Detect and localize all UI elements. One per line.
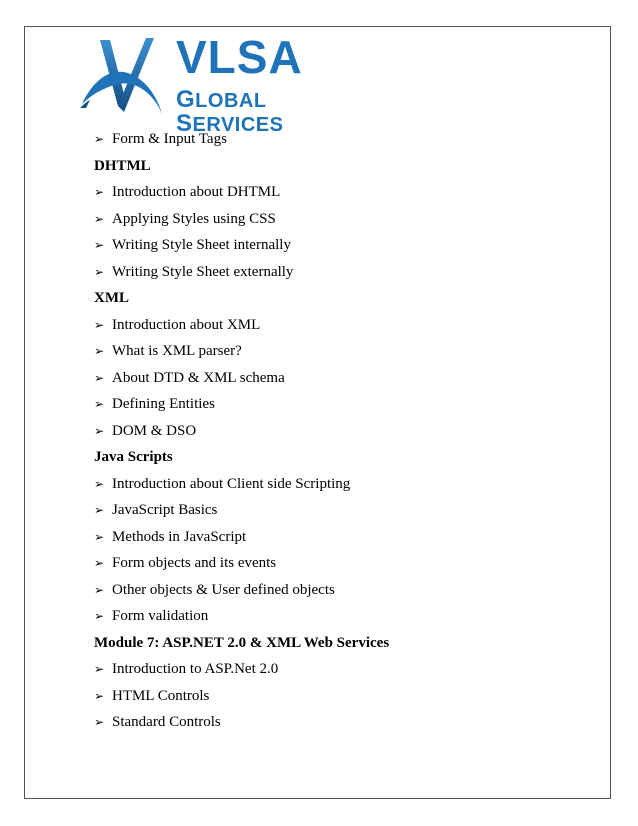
arrow-bullet-icon: ➢ bbox=[94, 185, 105, 199]
line-text: Module 7: ASP.NET 2.0 & XML Web Services bbox=[94, 634, 390, 651]
arrow-bullet-icon: ➢ bbox=[94, 609, 105, 623]
list-item bbox=[94, 471, 594, 498]
arrow-bullet-icon: ➢ bbox=[94, 317, 105, 332]
line-text: Form objects and its events bbox=[112, 555, 277, 571]
list-item bbox=[94, 524, 594, 551]
list-item bbox=[94, 577, 594, 604]
line-text: Methods in JavaScript bbox=[112, 528, 247, 545]
line-text: Standard Controls bbox=[112, 714, 221, 730]
list-item bbox=[94, 312, 594, 339]
course-outline bbox=[94, 126, 594, 736]
arrow-bullet-icon: ➢ bbox=[94, 397, 105, 411]
section-heading bbox=[94, 444, 594, 471]
vlsa-swoosh-logo-icon bbox=[78, 34, 178, 120]
arrow-bullet-icon: ➢ bbox=[94, 370, 105, 385]
company-logo bbox=[78, 31, 348, 137]
section-heading bbox=[94, 285, 594, 312]
line-text: Writing Style Sheet externally bbox=[112, 263, 294, 280]
list-item bbox=[94, 683, 594, 710]
list-item bbox=[94, 206, 594, 233]
list-item bbox=[94, 418, 594, 445]
list-item bbox=[94, 259, 594, 286]
section-heading bbox=[94, 153, 594, 180]
section-heading bbox=[94, 630, 594, 657]
line-text: JavaScript Basics bbox=[112, 502, 218, 518]
arrow-bullet-icon: ➢ bbox=[94, 556, 105, 570]
line-text: DHTML bbox=[94, 157, 151, 174]
line-text: Other objects & User defined objects bbox=[112, 581, 335, 598]
line-text: Writing Style Sheet internally bbox=[112, 237, 291, 253]
line-text: Defining Entities bbox=[112, 396, 215, 412]
arrow-bullet-icon: ➢ bbox=[94, 688, 105, 703]
line-text: Introduction about XML bbox=[112, 316, 261, 333]
arrow-bullet-icon: ➢ bbox=[94, 132, 105, 146]
list-item bbox=[94, 709, 594, 736]
arrow-bullet-icon: ➢ bbox=[94, 238, 105, 252]
arrow-bullet-icon: ➢ bbox=[94, 476, 105, 491]
arrow-bullet-icon: ➢ bbox=[94, 264, 105, 279]
line-text: HTML Controls bbox=[112, 687, 210, 704]
line-text: Form & Input Tags bbox=[112, 131, 227, 147]
arrow-bullet-icon: ➢ bbox=[94, 662, 105, 676]
logo-brand-text: VLSA bbox=[176, 31, 303, 83]
line-text: Introduction to ASP.Net 2.0 bbox=[112, 661, 279, 677]
line-text: About DTD & XML schema bbox=[112, 369, 285, 386]
list-item bbox=[94, 497, 594, 524]
line-text: Form validation bbox=[112, 608, 209, 624]
list-item bbox=[94, 338, 594, 365]
list-item bbox=[94, 232, 594, 259]
list-item bbox=[94, 391, 594, 418]
list-item bbox=[94, 179, 594, 206]
line-text: Applying Styles using CSS bbox=[112, 210, 276, 227]
line-text: XML bbox=[94, 290, 129, 306]
line-text: DOM & DSO bbox=[112, 422, 197, 439]
list-item bbox=[94, 126, 594, 153]
arrow-bullet-icon: ➢ bbox=[94, 529, 105, 544]
arrow-bullet-icon: ➢ bbox=[94, 582, 105, 597]
list-item bbox=[94, 550, 594, 577]
line-text: What is XML parser? bbox=[112, 343, 242, 359]
list-item bbox=[94, 365, 594, 392]
logo-subtitle: GLOBAL SERVICES bbox=[176, 86, 284, 137]
arrow-bullet-icon: ➢ bbox=[94, 423, 105, 438]
arrow-bullet-icon: ➢ bbox=[94, 211, 105, 226]
line-text: Java Scripts bbox=[94, 449, 173, 465]
line-text: Introduction about Client side Scripting bbox=[112, 475, 351, 492]
arrow-bullet-icon: ➢ bbox=[94, 503, 105, 517]
line-text: Introduction about DHTML bbox=[112, 184, 281, 200]
list-item bbox=[94, 656, 594, 683]
arrow-bullet-icon: ➢ bbox=[94, 344, 105, 358]
arrow-bullet-icon: ➢ bbox=[94, 715, 105, 729]
list-item bbox=[94, 603, 594, 630]
